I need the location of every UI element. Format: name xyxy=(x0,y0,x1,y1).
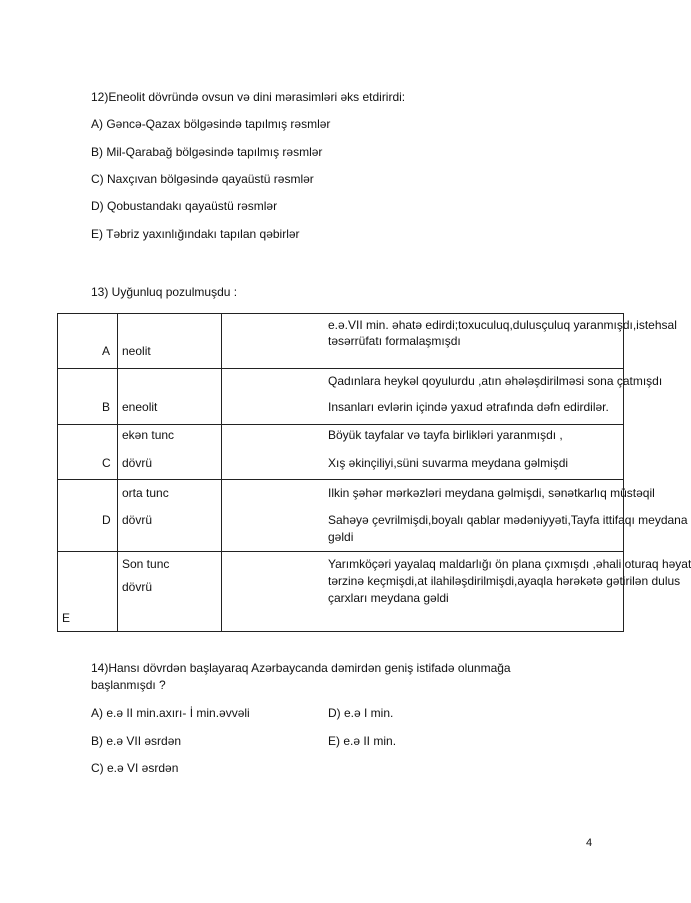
row-letter-cell xyxy=(58,480,118,552)
row-period-cell xyxy=(118,425,222,480)
table-row xyxy=(58,425,624,480)
row-period: eneolit xyxy=(122,400,158,414)
row-description-line: gəldi xyxy=(328,530,354,544)
row-letter: D xyxy=(102,513,111,527)
question-12-option-e: E) Təbriz yaxınlığındakı tapılan qəbirlər xyxy=(91,227,300,241)
table-row xyxy=(58,480,624,552)
page-number: 4 xyxy=(586,837,593,849)
row-period: dövrü xyxy=(122,580,153,594)
row-description-line: Qadınlara heykəl qoyulurdu ,atın əhələşdirilməsi sona çatmışdı xyxy=(328,374,663,388)
row-letter: C xyxy=(102,456,111,470)
row-description-cell xyxy=(222,552,691,632)
row-description-cell xyxy=(222,480,688,552)
row-letter-cell xyxy=(58,369,118,425)
table-row xyxy=(58,552,624,632)
row-letter-cell xyxy=(58,552,118,632)
question-12-option-a: A) Gəncə-Qazax bölgəsində tapılmış rəsmlər xyxy=(91,117,331,131)
row-period: Son tunc xyxy=(122,557,170,571)
row-description-line: Yarımköçəri yayalaq maldarlığı ön plana çıxmışdı ,əhali oturaq həyat xyxy=(328,557,691,571)
table-row xyxy=(58,369,624,425)
question-12-text: 12)Eneolit dövründə ovsun və dini mərasimləri əks etdirirdi: xyxy=(91,90,406,104)
row-period: orta tunc xyxy=(122,486,169,500)
question-14-text-continued: başlanmışdı ? xyxy=(91,678,166,692)
row-description-line: Xış əkinçiliyi,süni suvarma meydana gəlmişdi xyxy=(328,456,569,470)
row-description-line: Ilkin şəhər mərkəzləri meydana gəlmişdi, sənətkarlıq müstəqil xyxy=(328,486,655,500)
row-letter: A xyxy=(102,344,111,358)
row-period: dövrü xyxy=(122,456,153,470)
question-14-option-a: A) e.ə II min.axırı- İ min.əvvəli xyxy=(91,706,250,720)
question-13-text: 13) Uyğunluq pozulmuşdu : xyxy=(91,285,238,299)
question-12-option-b: B) Mil-Qarabağ bölgəsində tapılmış rəsmlər xyxy=(91,145,323,159)
question-14-text: 14)Hansı dövrdən başlayaraq Azərbaycanda dəmirdən geniş istifadə olunmağa xyxy=(91,661,511,675)
row-period: dövrü xyxy=(122,513,153,527)
row-description-line: e.ə.VII min. əhatə edirdi;toxuculuq,dulusçuluq yaranmışdı,istehsal xyxy=(328,318,677,332)
row-period-cell xyxy=(118,480,222,552)
question-14-option-d: D) e.ə I min. xyxy=(328,706,394,720)
row-description-line: Sahəyə çevrilmişdi,boyalı qablar mədəniyyəti,Tayfa ittifaqı meydana xyxy=(328,513,688,527)
row-description-cell xyxy=(222,369,663,425)
row-description-line: təsərrüfatı formalaşmışdı xyxy=(328,334,461,348)
row-letter-cell xyxy=(58,314,118,369)
row-period-cell xyxy=(118,314,222,369)
row-letter-cell xyxy=(58,425,118,480)
row-description-cell xyxy=(222,314,677,369)
row-description-cell xyxy=(222,425,624,480)
row-description-line: çarxları meydana gəldi xyxy=(328,591,449,605)
row-period-cell xyxy=(118,552,222,632)
row-period: neolit xyxy=(122,344,151,358)
question-12-option-d: D) Qobustandakı qayaüstü rəsmlər xyxy=(91,199,278,213)
row-period: ekən tunc xyxy=(122,428,175,442)
row-description-line: tərzinə keçmişdi,at ilahiləşdirilmişdi,ayaqla hərəkətə gətirilən dulus xyxy=(328,574,681,588)
question-14-option-c: C) e.ə VI əsrdən xyxy=(91,761,179,775)
table-row xyxy=(58,314,624,369)
row-letter: B xyxy=(102,400,111,414)
question-12-option-c: C) Naxçıvan bölgəsində qayaüstü rəsmlər xyxy=(91,172,314,186)
row-letter: E xyxy=(62,611,71,625)
row-description-line: Böyük tayfalar və tayfa birlikləri yaranmışdı , xyxy=(328,428,563,442)
matching-table xyxy=(57,313,691,632)
question-14-option-b: B) e.ə VII əsrdən xyxy=(91,734,182,748)
question-14-option-e: E) e.ə II min. xyxy=(328,734,397,748)
row-period-cell xyxy=(118,369,222,425)
row-description-line: Insanları evlərin içində yaxud ətrafında dəfn edirdilər. xyxy=(328,400,609,414)
